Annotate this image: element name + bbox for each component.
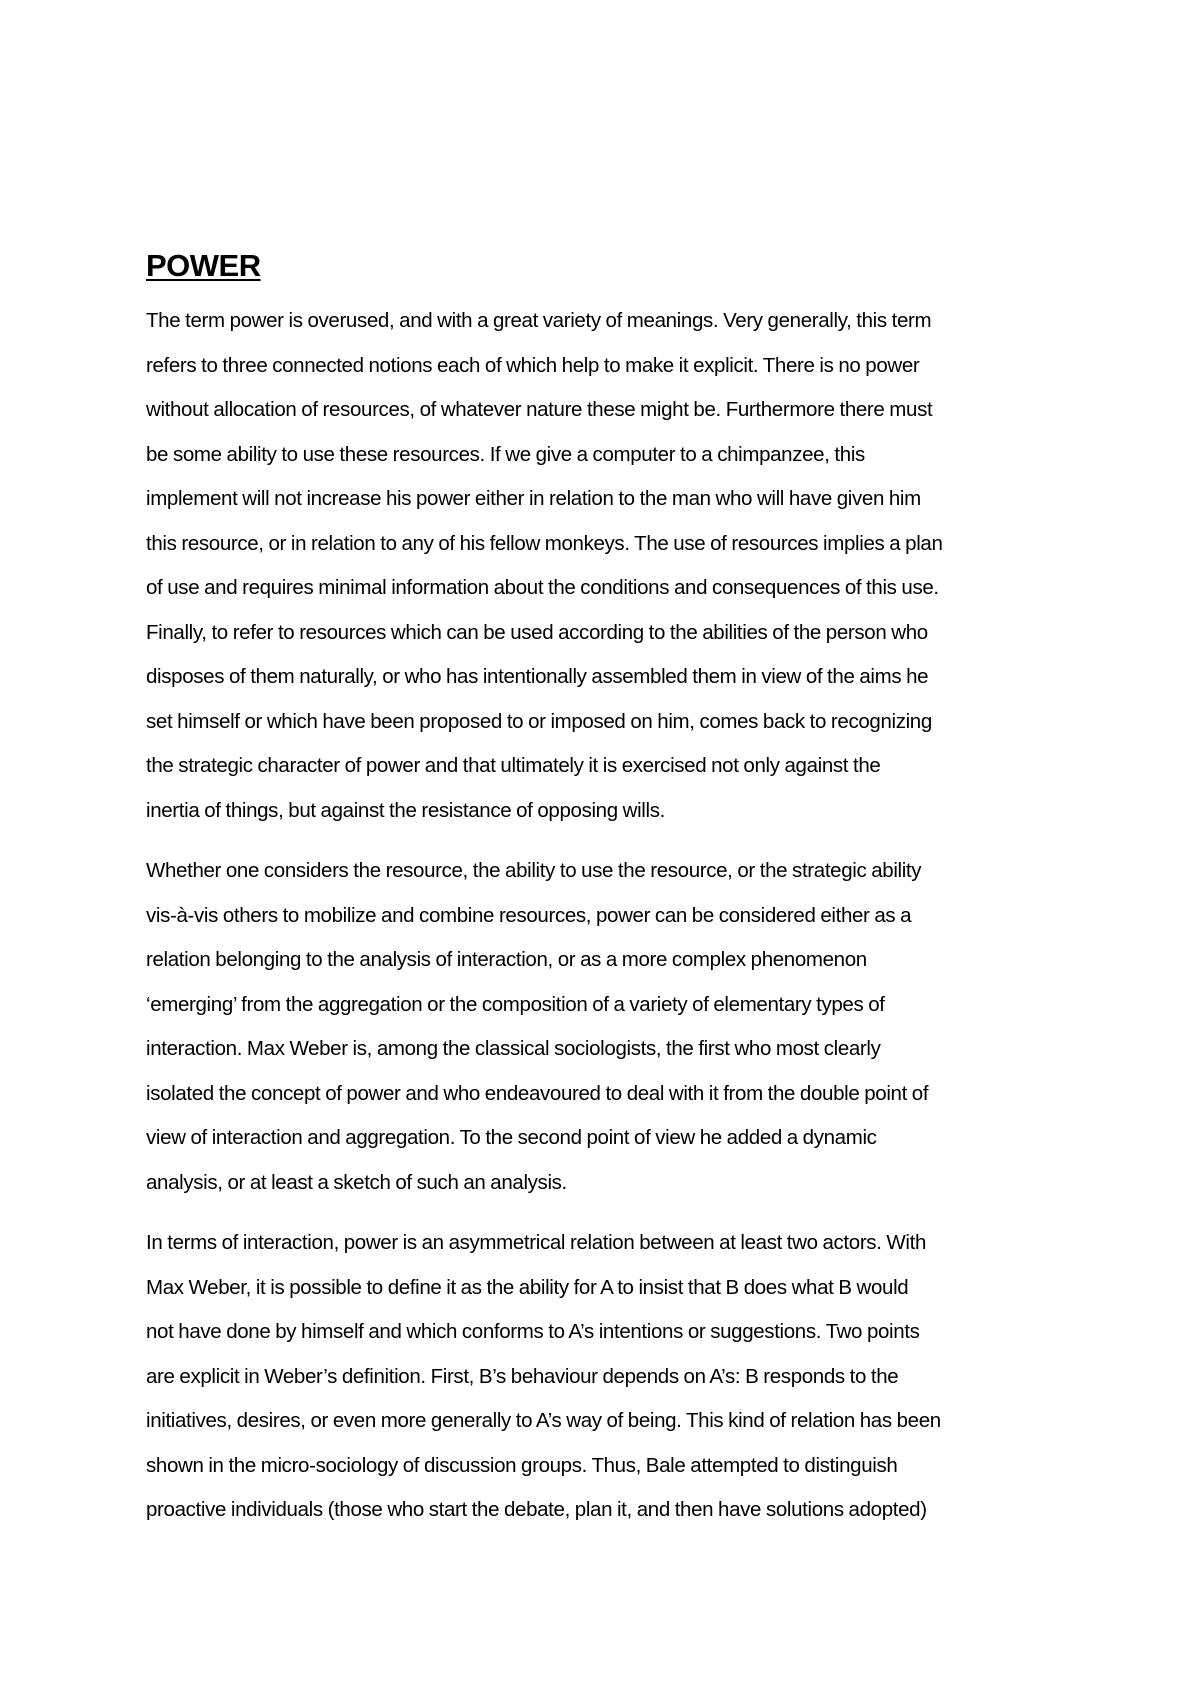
text-line: vis-à-vis others to mobilize and combine resources, power can be considered either as a	[146, 903, 912, 927]
paragraphs-container	[146, 299, 1066, 1533]
text-line: Max Weber, it is possible to define it as the ability for A to insist that B does what B would	[146, 1275, 909, 1299]
paragraph-3	[146, 1221, 1066, 1533]
text-line: Finally, to refer to resources which can be used according to the abilities of the person who	[146, 620, 928, 644]
text-line: set himself or which have been proposed to or imposed on him, comes back to recognizing	[146, 709, 932, 733]
document-body	[146, 250, 1066, 1549]
text-line: of use and requires minimal information about the conditions and consequences of this use.	[146, 576, 939, 599]
text-line: the strategic character of power and that ultimately it is exercised not only against the	[146, 754, 881, 777]
text-line: this resource, or in relation to any of his fellow monkeys. The use of resources implies a plan	[146, 531, 943, 555]
text-line: shown in the micro-sociology of discussion groups. Thus, Bale attempted to distinguish	[146, 1453, 898, 1477]
text-line: initiatives, desires, or even more generally to A’s way of being. This kind of relation has been	[146, 1409, 941, 1432]
text-line: interaction. Max Weber is, among the classical sociologists, the first who most clearly	[146, 1037, 881, 1060]
text-line: proactive individuals (those who start the debate, plan it, and then have solutions adopted)	[146, 1498, 927, 1521]
paragraph-1	[146, 299, 1066, 833]
text-line: isolated the concept of power and who endeavoured to deal with it from the double point of	[146, 1081, 929, 1105]
text-line: relation belonging to the analysis of interaction, or as a more complex phenomenon	[146, 948, 867, 971]
text-line: disposes of them naturally, or who has intentionally assembled them in view of the aims he	[146, 665, 929, 688]
document-title: POWER	[146, 248, 261, 283]
text-line: implement will not increase his power either in relation to the man who will have given him	[146, 487, 921, 510]
text-line: not have done by himself and which conforms to A’s intentions or suggestions. Two points	[146, 1320, 920, 1343]
text-line: without allocation of resources, of whatever nature these might be. Furthermore there must	[146, 398, 933, 421]
text-line: are explicit in Weber’s definition. First, B’s behaviour depends on A’s: B responds to the	[146, 1364, 899, 1388]
text-line: analysis, or at least a sketch of such an analysis.	[146, 1170, 567, 1194]
text-line: ‘emerging’ from the aggregation or the composition of a variety of elementary types of	[146, 992, 885, 1016]
text-line: refers to three connected notions each of which help to make it explicit. There is no power	[146, 353, 920, 377]
text-line: view of interaction and aggregation. To the second point of view he added a dynamic	[146, 1126, 877, 1149]
text-line: Whether one considers the resource, the ability to use the resource, or the strategic ability	[146, 859, 922, 882]
text-line: In terms of interaction, power is an asymmetrical relation between at least two actors. With	[146, 1231, 927, 1254]
text-line: The term power is overused, and with a great variety of meanings. Very generally, this term	[146, 309, 932, 332]
text-line: be some ability to use these resources. If we give a computer to a chimpanzee, this	[146, 442, 865, 466]
paragraph-2	[146, 849, 1066, 1205]
text-line: inertia of things, but against the resistance of opposing wills.	[146, 798, 665, 822]
